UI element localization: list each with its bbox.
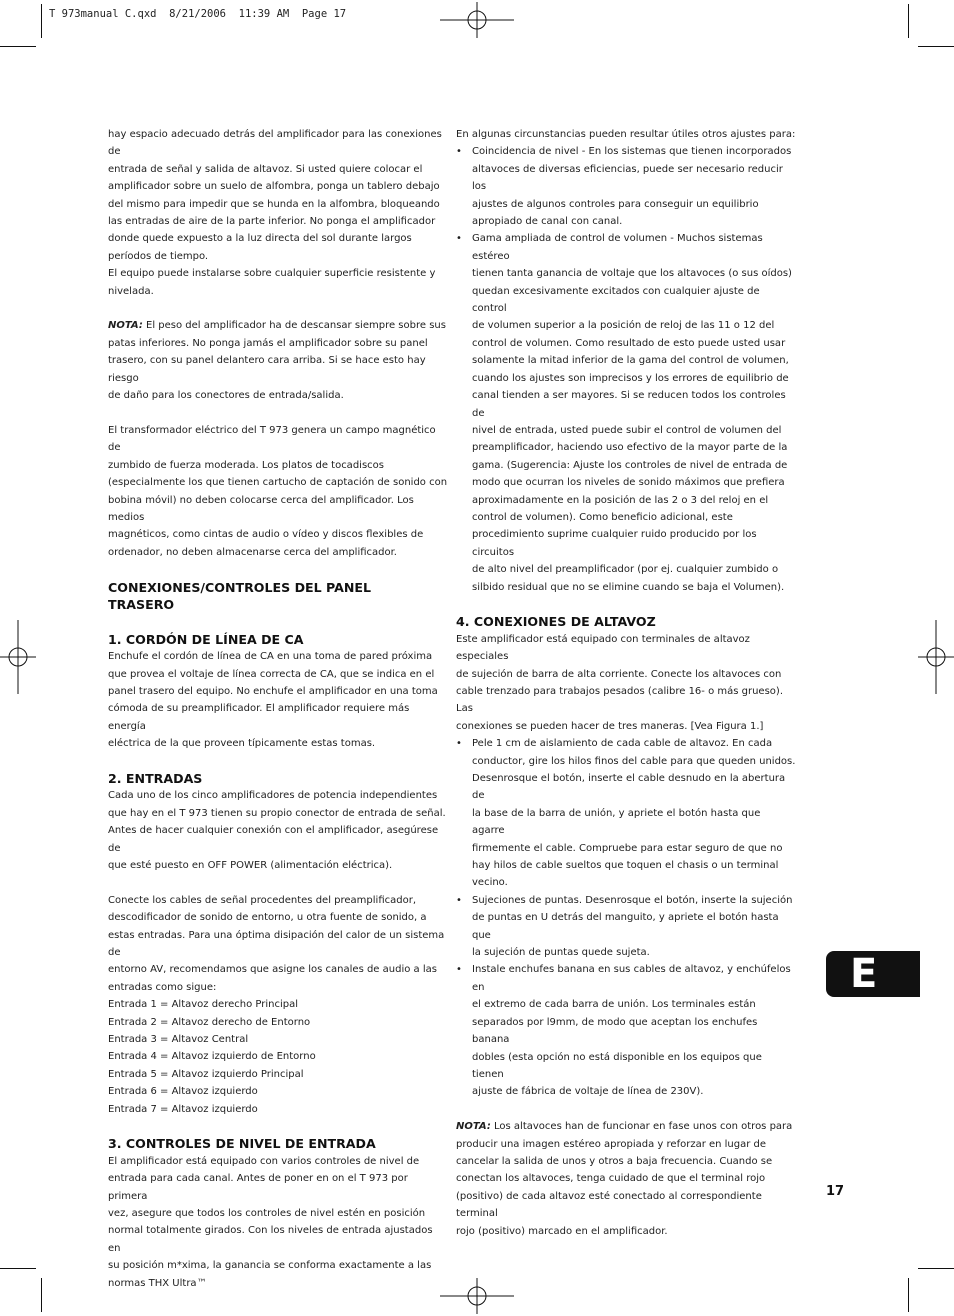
- nota-label: NOTA:: [456, 1121, 491, 1133]
- bullet-glyph: •: [456, 146, 462, 158]
- bullet-banana-plugs: • Instale enchufes banana en sus cables de altavoz, y enchúfelos en el extremo de cada barra de unión. Los terminales están separados por l9mm, de modo que aceptan los enchufes banana dobles (esta opción no está disponible en los equipos que tienen ajuste de fábrica de voltaje de línea de 230V).: [456, 961, 796, 1100]
- section-title-cont: TRASERO: [108, 596, 175, 612]
- input-level-paragraph: El amplificador está equipado con varios controles de nivel de entrada para cada canal. Antes de poner en on el T 973 por primera vez, asegure que todos los controles de nivel estén en posición normal totalmente girados. Con los niveles de entrada ajustados en su posición m*xima, la ganancia se conforma exactamente a las normas THX Ultra™: [108, 1155, 433, 1289]
- heading-speaker-connections: 4. CONEXIONES DE ALTAVOZ: [456, 614, 656, 630]
- transformer-paragraph: El transformador eléctrico del T 973 genera un campo magnético de zumbido de fuerza moderada. Los platos de tocadiscos (especialmente los que tienen cartucho de captación de sonido con bobina móvil) no deben colocarse cerca del amplificador. Los medios magnéticos, como cintas de audio o vídeo y discos flexibles de ordenador, no deben almacenarse cerca del amplificador.: [108, 424, 448, 558]
- page-number: 17: [826, 1184, 845, 1199]
- nota-label: NOTA:: [108, 320, 143, 332]
- bullet-spade-lugs: • Sujeciones de puntas. Desenrosque el botón, inserte la sujeción de puntas en U detrás del manguito, y apriete el botón hasta que la sujeción de puntas quede sujeta.: [456, 892, 796, 962]
- nota-phase-paragraph: NOTA: Los altavoces han de funcionar en fase unos con otros para producir una imagen estéreo apropiada y reforzar en lugar de cancelar la salida de unos y otros a baja frecuencia. Cuando se conectan los altavoces, tenga cuidado de que el terminal rojo (positivo) de cada altavoz esté conectado al correspondiente terminal rojo (positivo) marcado en el amplificador.: [456, 1121, 793, 1237]
- language-tab: E: [826, 951, 920, 997]
- ac-cord-paragraph: Enchufe el cordón de línea de CA en una toma de pared próxima que provea el voltaje de línea correcta de CA, que se indica en el panel trasero del equipo. No enchufe el amplificador en una toma cómoda de su preamplificador. El amplificador requiere más energía eléctrica de la que proveen típicamente estas tomas.: [108, 651, 438, 750]
- bullet-glyph: •: [456, 964, 462, 976]
- right-column: [456, 126, 796, 1240]
- bullet-bare-wire: • Pele 1 cm de aislamiento de cada cable de altavoz. En cada conductor, gire los hilos finos del cable para que queden unidos. Desenrosque el botón, inserte el cable desnudo en la abertura de la base de la barra de unión, y apriete el botón hasta que agarre firmemente el cable. Compruebe para estar seguro de que no hay hilos de cable sueltos que toquen el chasis o un terminal vecino.: [456, 735, 796, 892]
- heading-input-level: 3. CONTROLES DE NIVEL DE ENTRADA: [108, 1136, 376, 1152]
- adjustments-intro: En algunas circunstancias pueden resultar útiles otros ajustes para:: [456, 129, 796, 140]
- bullet-volume-range: • Gama ampliada de control de volumen - Muchos sistemas estéreo tienen tanta ganancia de voltaje que los altavoces (o sus oídos) quedan excesivamente excitados con cualquier ajuste de control de volumen superior a la posición de reloj de las 11 o 12 del control de volumen. Como resultado de esto puede usted usar solamente la mitad inferior de la gama del control de volumen, cuando los ajustes son imprecisos y los errores de equilibrio de canal tienden a ser mayores. Si se reducen todos los controles de nivel de entrada, usted puede subir el control de volumen del preamplificador, haciendo uso efectivo de la mayor parte de la gama. (Sugerencia: Ajuste los controles de nivel de entrada de modo que ocurran los niveles de sonido máximos que prefiera aproximadamente en la posición de las 2 o 3 del reloj en el control de volumen). Como beneficio adicional, este procedimiento suprime cualquier ruido producido por los circuitos de alto nivel del preamplificador (por ej. cualquier zumbido o silbido residual que no se elimine cuando se baja el Volumen).: [456, 230, 796, 596]
- nota-paragraph: NOTA: El peso del amplificador ha de descansar siempre sobre sus patas inferiores. No ponga jamás el amplificador sobre su panel trasero, con su panel delantero cara arriba. Si se hace esto hay riesgo de daño para los conectores de entrada/salida.: [108, 320, 446, 402]
- intro-paragraph: hay espacio adecuado detrás del amplificador para las conexiones de entrada de señal y salida de altavoz. Si usted quiere colocar el amplificador sobre un suelo de alfombra, ponga un tablero debajo del mismo para impedir que se hunda en la alfombra, bloqueando las entradas de aire de la parte inferior. No ponga el amplificador donde quede expuesto a la luz directa del sol durante largos períodos de tiempo. El equipo puede instalarse sobre cualquier superficie resistente y nivelada.: [108, 129, 442, 297]
- bullet-glyph: •: [456, 894, 462, 906]
- bullet-level-matching: • Coincidencia de nivel - En los sistemas que tienen incorporados altavoces de diversas eficiencias, puede ser necesario reducir los ajustes de algunos controles para conseguir un equilibrio apropiado de canal con canal.: [456, 143, 796, 230]
- inputs-assignment-paragraph: Conecte los cables de señal procedentes del preamplificador, descodificador de sonido de entorno, u otra fuente de sonido, a estas entradas. Para una óptima disipación del calor de un sistema de entorno AV, recomendamos que asigne los canales de audio a las entradas como sigue: Entrada 1 = Altavoz derecho Principal Entrada 2 = Altavoz derecho de Entorno Entrada 3 = Altavoz Central Entrada 4 = Altavoz izquierdo de Entorno Entrada 5 = Altavoz izquierdo Principal Entrada 6 = Altavoz izquierdo Entrada 7 = Altavoz izquierdo: [108, 894, 445, 1115]
- heading-inputs: 2. ENTRADAS: [108, 770, 203, 786]
- bullet-glyph: •: [456, 738, 462, 750]
- heading-ac-cord: 1. CORDÓN DE LÍNEA DE CA: [108, 631, 304, 647]
- section-title: CONEXIONES/CONTROLES DEL PANEL: [108, 579, 372, 595]
- print-slug: T 973manual C.qxd 8/21/2006 11:39 AM Page 17: [49, 8, 347, 20]
- inputs-paragraph: Cada uno de los cinco amplificadores de potencia independientes que hay en el T 973 tienen su propio conector de entrada de señal. Antes de hacer cualquier conexión con el amplificador, asegúrese de que esté puesto en OFF POWER (alimentación eléctrica).: [108, 790, 446, 871]
- speaker-connections-paragraph: Este amplificador está equipado con terminales de altavoz especiales de sujeción de barra de alta corriente. Conecte los altavoces con cable trenzado para trabajos pesados (calibre 16- o más grueso). Las conexiones se pueden hacer de tres maneras. [Vea Figura 1.]: [456, 633, 783, 732]
- left-column: [108, 126, 448, 1292]
- bullet-glyph: •: [456, 233, 462, 245]
